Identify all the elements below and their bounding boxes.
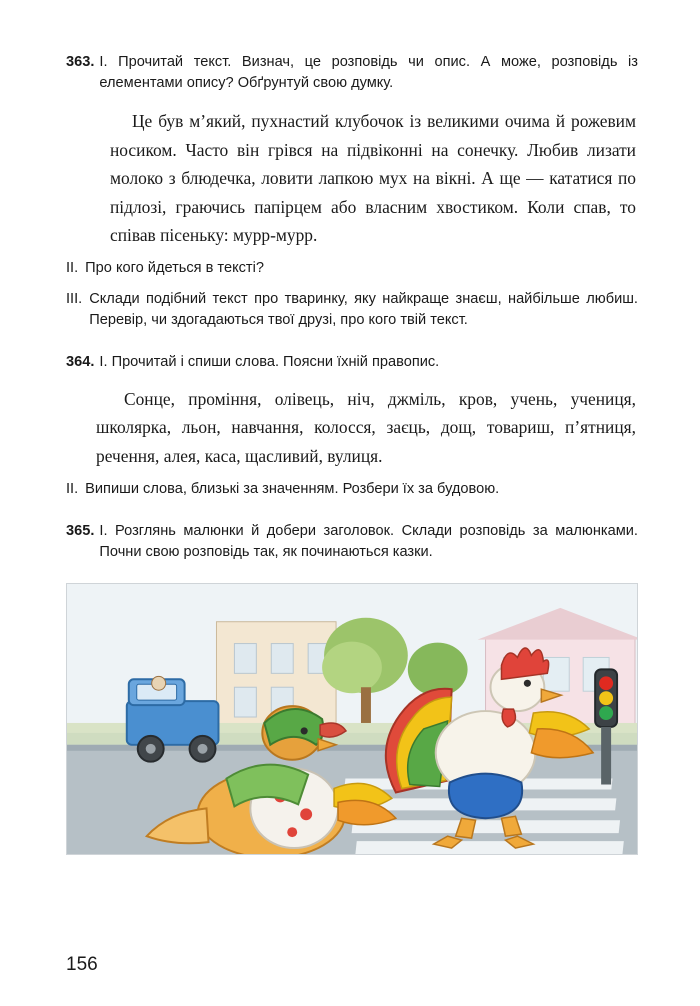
exercise-365-part1-label: I. bbox=[99, 523, 108, 540]
exercise-365 bbox=[66, 521, 638, 562]
exercise-363-heading bbox=[66, 52, 638, 93]
exercise-364-part2-text: Випиши слова, близькі за значенням. Розбери їх за будовою. bbox=[85, 480, 500, 497]
exercise-365-heading bbox=[66, 521, 638, 562]
exercise-364-part1-label: I. bbox=[99, 354, 108, 371]
exercise-365-part1-text: Розглянь малюнки й добери заголовок. Склади розповідь за малюнками. Почни свою розповідь так, як починаються казки. bbox=[99, 523, 638, 560]
exercise-364-heading bbox=[66, 352, 638, 373]
exercise-363-part3-text: Склади подібний текст про тваринку, яку найкраще знаєш, найбільше любиш. Перевір, чи здогадаються твої друзі, про кого твій текст. bbox=[89, 290, 638, 328]
exercise-364-part1-text: Прочитай і спиши слова. Поясни їхній правопис. bbox=[111, 354, 440, 371]
exercise-365-number: 365. bbox=[66, 523, 95, 540]
exercise-363-part3-label: III. bbox=[66, 290, 83, 307]
exercise-364-part1 bbox=[99, 352, 638, 373]
exercise-363 bbox=[66, 52, 638, 331]
exercise-365-part1 bbox=[99, 521, 638, 562]
exercise-363-part2 bbox=[66, 258, 638, 279]
exercise-363-part2-label: II. bbox=[66, 260, 79, 277]
exercise-364-part2-label: II. bbox=[66, 480, 79, 497]
exercise-363-part1-label: I. bbox=[99, 54, 108, 70]
exercise-363-number: 363. bbox=[66, 54, 95, 70]
exercise-363-part3 bbox=[66, 289, 638, 332]
exercise-364 bbox=[66, 352, 638, 500]
page-number: 156 bbox=[66, 954, 98, 975]
exercise-364-part2 bbox=[66, 479, 638, 500]
illustration-svg bbox=[67, 584, 637, 854]
exercise-364-wordlist: Сонце, проміння, олівець, ніч, джміль, кров, учень, учениця, школярка, льон, навчання, колосся, заєць, дощ, товариш, п’ятниця, речення, алея, каса, щасливий, вулиця. bbox=[96, 388, 636, 466]
exercise-364-number: 364. bbox=[66, 354, 95, 371]
exercise-363-part1-text: Прочитай текст. Визнач, це розповідь чи опис. А може, розповідь із елементами опису? Обґрунтуй свою думку. bbox=[99, 54, 638, 91]
exercise-363-part1 bbox=[99, 52, 638, 93]
exercise-363-passage: Це був м’який, пухнастий клубочок із великими очима й рожевим носиком. Часто він грівся на підвіконні на сонечку. Любив лизати молоко з блюдечка, ловити лапкою мух на вікні. А ще — кататися по підлозі, граючись папірцем або власним хвостиком. Коли спав, то співав пісеньку: мурр-мурр. bbox=[110, 111, 636, 245]
illustration-street-scene bbox=[66, 583, 638, 855]
exercise-363-part2-text: Про кого йдеться в тексті? bbox=[85, 260, 264, 277]
